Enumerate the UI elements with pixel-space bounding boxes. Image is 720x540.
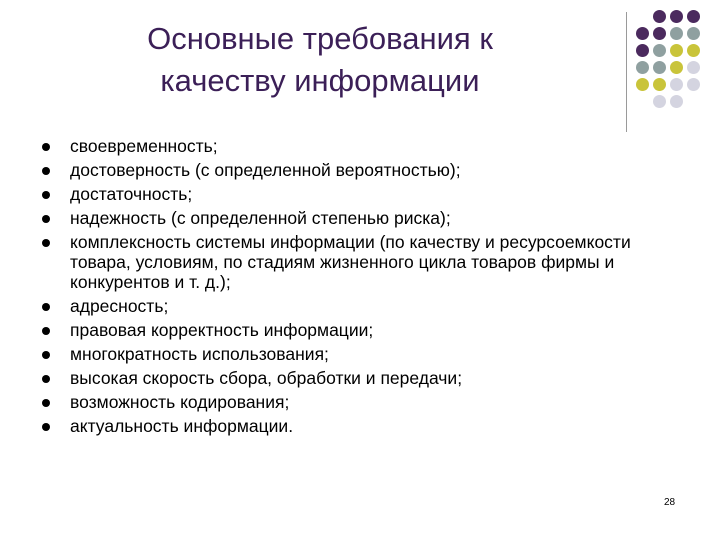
slide-title — [80, 18, 560, 102]
decorative-dot — [687, 78, 700, 91]
decorative-dot — [670, 44, 683, 57]
list-item — [42, 320, 652, 340]
decorative-dot — [636, 61, 649, 74]
decorative-dot — [670, 78, 683, 91]
bullet-icon — [42, 375, 50, 383]
list-item-text: достаточность; — [70, 184, 193, 204]
list-item — [42, 184, 652, 204]
decorative-dot — [653, 44, 666, 57]
decorative-dot — [670, 10, 683, 23]
page-number: 28 — [664, 497, 676, 508]
decorative-dot — [636, 44, 649, 57]
list-item-text: высокая скорость сбора, обработки и передачи; — [70, 368, 463, 388]
bullet-icon — [42, 215, 50, 223]
list-item-text: правовая корректность информации; — [70, 320, 374, 340]
decorative-dot-grid — [636, 10, 716, 120]
list-item-text: адресность; — [70, 296, 169, 316]
list-item-text: своевременность; — [70, 136, 218, 156]
decorative-dot — [670, 61, 683, 74]
list-item — [42, 208, 652, 228]
decorative-dot — [653, 95, 666, 108]
list-item-text: надежность (с определенной степенью риска); — [70, 208, 451, 228]
decorative-dot — [653, 27, 666, 40]
list-item-text: комплексность системы информации (по качеству и ресурсоемкости товара, условиям, по стадиям жизненного цикла товаров фирмы и конкурентов и т. д.); — [70, 232, 631, 292]
decorative-dot — [687, 61, 700, 74]
list-item — [42, 392, 652, 412]
list-item — [42, 416, 652, 436]
bullet-icon — [42, 143, 50, 151]
list-item-text: актуальность информации. — [70, 416, 294, 436]
decorative-dot — [670, 27, 683, 40]
bullet-icon — [42, 191, 50, 199]
bullet-icon — [42, 423, 50, 431]
decorative-dot — [687, 27, 700, 40]
decorative-dot — [653, 78, 666, 91]
decorative-dot — [636, 27, 649, 40]
bullet-icon — [42, 239, 50, 247]
bullet-icon — [42, 351, 50, 359]
list-item — [42, 344, 652, 364]
list-item — [42, 136, 652, 156]
slide-title-line2: качеству информации — [160, 63, 480, 98]
bullet-icon — [42, 399, 50, 407]
decorative-dot — [670, 95, 683, 108]
decorative-dot — [653, 61, 666, 74]
bullet-icon — [42, 327, 50, 335]
list-item-text: многократность использования; — [70, 344, 329, 364]
decorative-dot — [687, 44, 700, 57]
list-item — [42, 368, 652, 388]
decorative-dot — [653, 10, 666, 23]
list-item-text: достоверность (с определенной вероятностью); — [70, 160, 461, 180]
decorative-divider — [626, 12, 627, 132]
bullet-icon — [42, 167, 50, 175]
list-item-text: возможность кодирования; — [70, 392, 290, 412]
list-item — [42, 160, 652, 180]
bullet-icon — [42, 303, 50, 311]
list-item — [42, 232, 652, 292]
slide-title-line1: Основные требования к — [147, 21, 493, 56]
decorative-dot — [636, 78, 649, 91]
decorative-dot — [687, 10, 700, 23]
list-item — [42, 296, 652, 316]
requirements-list — [42, 136, 652, 440]
